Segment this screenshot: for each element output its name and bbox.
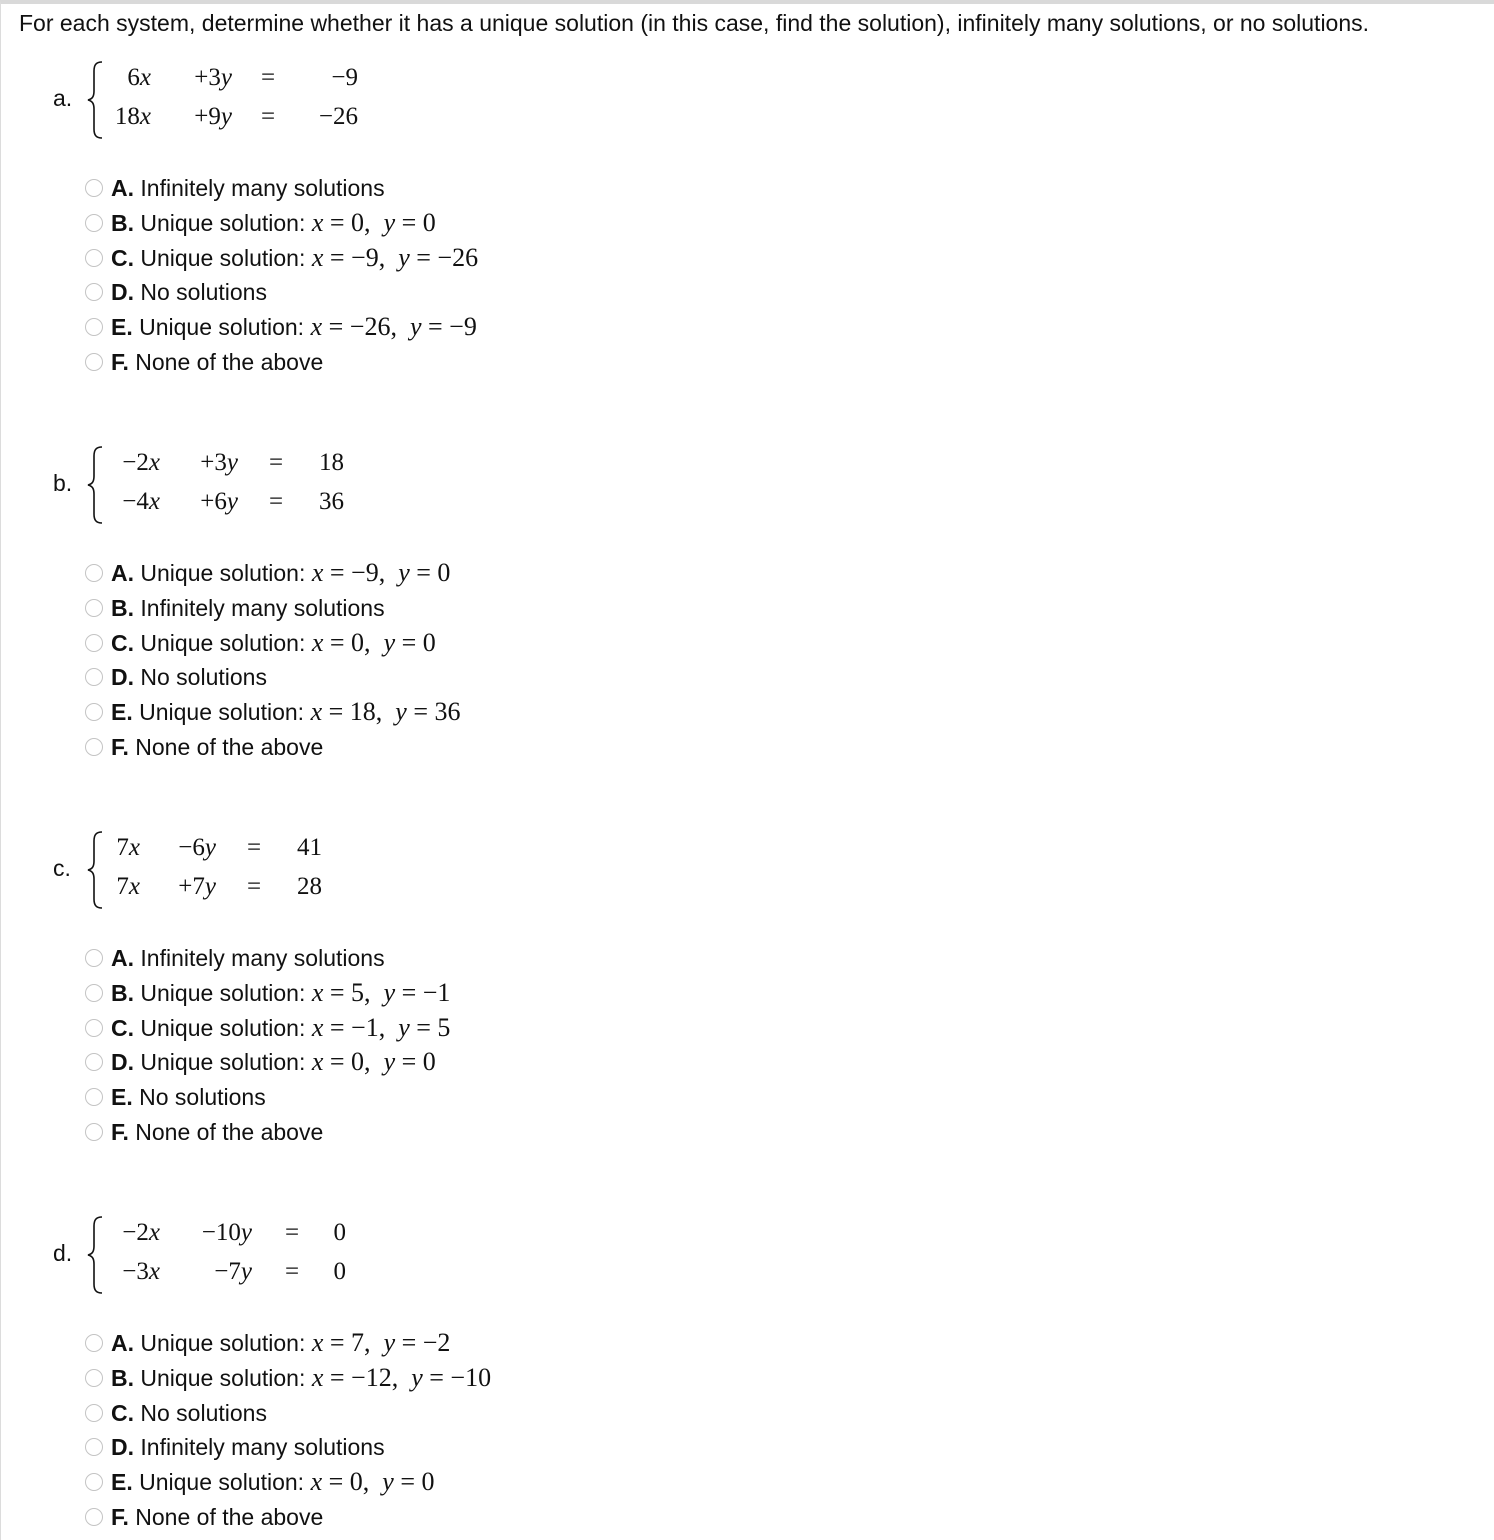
radio-button[interactable]	[85, 1404, 103, 1422]
equals-sign: =	[268, 488, 284, 515]
choice-d[interactable]	[85, 1046, 685, 1078]
choice-letter: D.	[111, 1434, 134, 1460]
instructions-text: For each system, determine whether it has a unique solution (in this case, find the solution), infinitely many solutions, or no solutions.	[19, 10, 1370, 36]
equation-system	[86, 58, 406, 142]
choice-letter: E.	[111, 314, 133, 340]
radio-button[interactable]	[85, 1473, 103, 1491]
right-hand-side: −9	[331, 64, 358, 91]
equals-sign: =	[284, 1219, 300, 1246]
choice-label: B. Unique solution: x = 5, y = −1	[111, 978, 451, 1007]
choice-b[interactable]	[85, 977, 685, 1009]
choice-letter: C.	[111, 1015, 134, 1041]
choice-label: B. Infinitely many solutions	[111, 595, 385, 621]
choice-letter: B.	[111, 1365, 134, 1391]
x-term: −2x	[122, 1219, 160, 1246]
radio-button[interactable]	[85, 214, 103, 232]
radio-button[interactable]	[85, 1053, 103, 1071]
equals-sign: =	[246, 873, 262, 900]
equals-sign: =	[246, 834, 262, 861]
right-hand-side: 18	[319, 449, 344, 476]
solution-math: x = 0, y = 0	[311, 208, 436, 237]
choice-f[interactable]	[85, 731, 685, 763]
choice-letter: E.	[111, 1469, 133, 1495]
choice-label: F. None of the above	[111, 349, 324, 375]
choice-c[interactable]	[85, 242, 685, 274]
solution-math: x = −12, y = −10	[311, 1363, 492, 1392]
problem-label: b.	[53, 470, 73, 496]
radio-button[interactable]	[85, 703, 103, 721]
choice-letter: F.	[111, 1504, 129, 1530]
choice-f[interactable]	[85, 1116, 685, 1148]
choice-label: D. No solutions	[111, 664, 267, 690]
radio-button[interactable]	[85, 318, 103, 336]
choice-label: C. Unique solution: x = −9, y = −26	[111, 243, 479, 272]
equals-sign: =	[260, 64, 276, 91]
choice-letter: B.	[111, 210, 134, 236]
solution-math: x = −9, y = −26	[311, 243, 479, 272]
right-hand-side: 0	[333, 1219, 346, 1246]
problem-label: a.	[53, 85, 73, 111]
choice-a[interactable]	[85, 172, 685, 204]
choice-label: B. Unique solution: x = −12, y = −10	[111, 1363, 492, 1392]
choice-letter: E.	[111, 699, 133, 725]
choice-label: E. Unique solution: x = −26, y = −9	[111, 312, 477, 341]
choice-a[interactable]	[85, 1327, 685, 1359]
radio-button[interactable]	[85, 949, 103, 967]
y-term: −10y	[201, 1219, 252, 1246]
equation-row	[86, 833, 406, 863]
choice-f[interactable]	[85, 346, 685, 378]
right-hand-side: 0	[333, 1258, 346, 1285]
right-hand-side: 41	[297, 834, 322, 861]
choice-e[interactable]	[85, 1081, 685, 1113]
x-term: −3x	[122, 1258, 160, 1285]
x-term: 7x	[116, 873, 140, 900]
choice-e[interactable]	[85, 696, 685, 728]
choice-letter: F.	[111, 349, 129, 375]
equation-row	[86, 102, 406, 132]
equation-row	[86, 1257, 406, 1287]
choice-letter: F.	[111, 734, 129, 760]
choice-label: B. Unique solution: x = 0, y = 0	[111, 208, 436, 237]
choice-e[interactable]	[85, 311, 685, 343]
y-term: −6y	[178, 834, 216, 861]
choice-letter: B.	[111, 980, 134, 1006]
choice-label: D. No solutions	[111, 279, 267, 305]
radio-button[interactable]	[85, 1508, 103, 1526]
equation-row	[86, 872, 406, 902]
choice-label: C. Unique solution: x = −1, y = 5	[111, 1013, 451, 1042]
radio-button[interactable]	[85, 1123, 103, 1141]
radio-button[interactable]	[85, 1334, 103, 1352]
radio-button[interactable]	[85, 179, 103, 197]
radio-button[interactable]	[85, 1369, 103, 1387]
equation-row	[86, 448, 406, 478]
radio-button[interactable]	[85, 738, 103, 756]
radio-button[interactable]	[85, 668, 103, 686]
choice-label: D. Infinitely many solutions	[111, 1434, 385, 1460]
choice-c[interactable]	[85, 1397, 685, 1429]
choice-letter: D.	[111, 1049, 134, 1075]
choice-b[interactable]	[85, 207, 685, 239]
choice-a[interactable]	[85, 557, 685, 589]
choice-label: E. Unique solution: x = 18, y = 36	[111, 697, 461, 726]
equation-row	[86, 63, 406, 93]
choice-d[interactable]	[85, 276, 685, 308]
choice-letter: A.	[111, 560, 134, 586]
solution-math: x = −9, y = 0	[311, 558, 451, 587]
choice-letter: D.	[111, 279, 134, 305]
x-term: 18x	[114, 103, 151, 130]
equation-system	[86, 443, 406, 527]
x-term: −2x	[122, 449, 160, 476]
equation-row	[86, 1218, 406, 1248]
choice-label: F. None of the above	[111, 1504, 324, 1530]
choice-label: E. Unique solution: x = 0, y = 0	[111, 1467, 435, 1496]
solution-math: x = 0, y = 0	[310, 1467, 435, 1496]
choice-label: E. No solutions	[111, 1084, 266, 1110]
choice-label: A. Infinitely many solutions	[111, 945, 385, 971]
radio-button[interactable]	[85, 564, 103, 582]
choice-f[interactable]	[85, 1501, 685, 1533]
choice-label: F. None of the above	[111, 734, 324, 760]
solution-math: x = 0, y = 0	[311, 628, 436, 657]
radio-button[interactable]	[85, 984, 103, 1002]
problem-label: c.	[53, 855, 71, 881]
choice-label: D. Unique solution: x = 0, y = 0	[111, 1047, 436, 1076]
choice-letter: E.	[111, 1084, 133, 1110]
choice-label: C. No solutions	[111, 1400, 267, 1426]
right-hand-side: 28	[297, 873, 322, 900]
solution-math: x = 7, y = −2	[311, 1328, 451, 1357]
equation-row	[86, 487, 406, 517]
y-term: +3y	[194, 64, 232, 91]
radio-button[interactable]	[85, 353, 103, 371]
y-term: +6y	[200, 488, 238, 515]
equals-sign: =	[284, 1258, 300, 1285]
choice-label: A. Unique solution: x = −9, y = 0	[111, 558, 451, 587]
solution-math: x = 18, y = 36	[310, 697, 461, 726]
choice-letter: A.	[111, 175, 134, 201]
choice-c[interactable]	[85, 1012, 685, 1044]
x-term: −4x	[122, 488, 160, 515]
choice-letter: C.	[111, 245, 134, 271]
choice-letter: C.	[111, 630, 134, 656]
right-hand-side: −26	[318, 103, 358, 130]
equation-system	[86, 1213, 406, 1297]
choice-d[interactable]	[85, 661, 685, 693]
radio-button[interactable]	[85, 599, 103, 617]
choice-letter: F.	[111, 1119, 129, 1145]
radio-button[interactable]	[85, 1088, 103, 1106]
radio-button[interactable]	[85, 249, 103, 267]
choice-letter: A.	[111, 945, 134, 971]
choice-d[interactable]	[85, 1431, 685, 1463]
radio-button[interactable]	[85, 283, 103, 301]
x-term: 6x	[127, 64, 151, 91]
choice-c[interactable]	[85, 627, 685, 659]
radio-button[interactable]	[85, 1438, 103, 1456]
problem-label: d.	[53, 1240, 73, 1266]
choice-b[interactable]	[85, 592, 685, 624]
y-term: +3y	[200, 449, 238, 476]
choice-e[interactable]	[85, 1466, 685, 1498]
choice-a[interactable]	[85, 942, 685, 974]
radio-button[interactable]	[85, 634, 103, 652]
solution-math: x = −1, y = 5	[311, 1013, 451, 1042]
solution-math: x = 5, y = −1	[311, 978, 451, 1007]
solution-math: x = 0, y = 0	[311, 1047, 436, 1076]
choice-letter: C.	[111, 1400, 134, 1426]
solution-math: x = −26, y = −9	[310, 312, 477, 341]
choice-letter: D.	[111, 664, 134, 690]
y-term: −7y	[214, 1258, 252, 1285]
equation-system	[86, 828, 406, 912]
x-term: 7x	[116, 834, 140, 861]
right-hand-side: 36	[319, 488, 344, 515]
choice-b[interactable]	[85, 1362, 685, 1394]
radio-button[interactable]	[85, 1019, 103, 1037]
y-term: +7y	[178, 873, 216, 900]
equals-sign: =	[268, 449, 284, 476]
choice-label: F. None of the above	[111, 1119, 324, 1145]
choice-letter: A.	[111, 1330, 134, 1356]
choice-label: A. Infinitely many solutions	[111, 175, 385, 201]
choice-letter: B.	[111, 595, 134, 621]
choice-label: A. Unique solution: x = 7, y = −2	[111, 1328, 451, 1357]
y-term: +9y	[194, 103, 232, 130]
choice-label: C. Unique solution: x = 0, y = 0	[111, 628, 436, 657]
equals-sign: =	[260, 103, 276, 130]
